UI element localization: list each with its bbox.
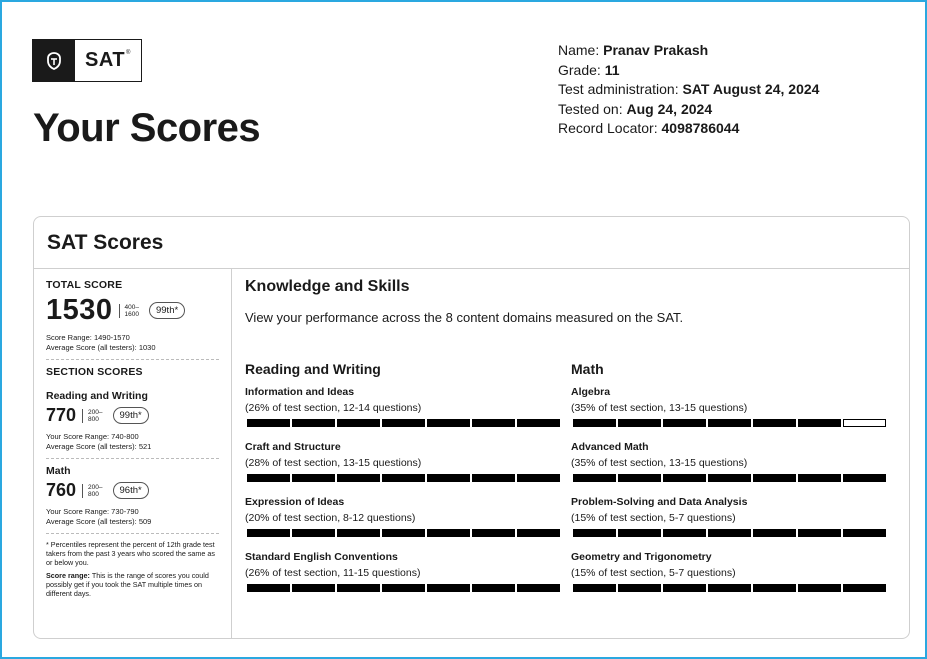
domain-weight: (35% of test section, 13-15 questions)	[571, 457, 748, 469]
student-name-line: Name: Pranav Prakash	[558, 42, 709, 58]
total-score-label: TOTAL SCORE	[46, 279, 123, 291]
performance-segment	[337, 584, 380, 592]
domain-weight: (15% of test section, 5-7 questions)	[571, 512, 736, 524]
performance-segment	[337, 474, 380, 482]
reading-writing-average: Average Score (all testers): 521	[46, 442, 152, 451]
performance-segment	[382, 419, 425, 427]
domain-weight: (20% of test section, 8-12 questions)	[245, 512, 416, 524]
performance-segment	[798, 584, 841, 592]
percentile-note: * Percentiles represent the percent of 12th grade test takers from the past 3 years who scored the same as or below you.	[46, 540, 215, 567]
performance-segment	[753, 529, 796, 537]
performance-segment	[573, 419, 616, 427]
performance-segment	[427, 474, 470, 482]
section-scores-label: SECTION SCORES	[46, 366, 143, 378]
divider	[46, 533, 219, 534]
sat-logo	[32, 39, 142, 82]
reading-writing-column	[245, 361, 571, 606]
domain-weight: (28% of test section, 13-15 questions)	[245, 457, 422, 469]
performance-bar	[247, 529, 571, 537]
performance-segment	[427, 419, 470, 427]
performance-segment	[427, 529, 470, 537]
math-score: 760	[46, 480, 77, 500]
reading-writing-score-range: Your Score Range: 740-800	[46, 432, 139, 441]
performance-segment	[663, 584, 706, 592]
record-locator-line: Record Locator: 4098786044	[558, 120, 740, 137]
performance-segment	[517, 529, 560, 537]
performance-segment	[472, 584, 515, 592]
performance-segment	[472, 529, 515, 537]
performance-segment	[708, 474, 751, 482]
column-title: Reading and Writing	[245, 361, 381, 377]
performance-segment	[292, 529, 335, 537]
performance-segment	[663, 419, 706, 427]
performance-segment	[382, 529, 425, 537]
reading-writing-percentile-badge: 99th*	[113, 407, 149, 424]
performance-segment	[292, 584, 335, 592]
performance-segment	[708, 419, 751, 427]
tested-on-line: Tested on: Aug 24, 2024	[558, 100, 713, 117]
reading-writing-score-row	[46, 405, 219, 426]
performance-segment	[247, 474, 290, 482]
performance-bar	[573, 474, 897, 482]
performance-segment	[292, 474, 335, 482]
total-score-range: Score Range: 1490-1570	[46, 333, 130, 342]
domain-name: Information and Ideas	[245, 386, 355, 398]
performance-segment	[517, 584, 560, 592]
total-score-scale: 400– 1600	[119, 304, 139, 318]
total-score-value: 1530	[46, 294, 113, 326]
performance-segment	[382, 584, 425, 592]
performance-segment	[753, 419, 796, 427]
math-score-range: Your Score Range: 730-790	[46, 507, 139, 516]
performance-segment	[427, 584, 470, 592]
performance-segment	[843, 584, 886, 592]
performance-segment	[618, 584, 661, 592]
total-percentile-badge: 99th*	[149, 302, 185, 319]
performance-segment	[843, 529, 886, 537]
domain-name: Problem-Solving and Data Analysis	[571, 496, 748, 508]
sat-scores-card	[33, 216, 910, 639]
performance-segment	[753, 584, 796, 592]
domain-name: Advanced Math	[571, 441, 649, 453]
knowledge-skills-title: Knowledge and Skills	[245, 278, 410, 295]
test-administration-line: Test administration: SAT August 24, 2024	[558, 81, 820, 98]
math-percentile-badge: 96th*	[113, 482, 149, 499]
performance-segment	[663, 474, 706, 482]
acorn-shield-icon	[33, 40, 75, 81]
performance-segment	[618, 529, 661, 537]
performance-segment	[337, 529, 380, 537]
divider	[46, 458, 219, 459]
performance-segment	[382, 474, 425, 482]
math-label: Math	[46, 465, 71, 477]
domain-name: Craft and Structure	[245, 441, 341, 453]
domain-name: Standard English Conventions	[245, 551, 398, 563]
performance-segment	[337, 419, 380, 427]
performance-segment	[708, 584, 751, 592]
card-title: SAT Scores	[34, 217, 909, 269]
performance-segment	[247, 584, 290, 592]
domain-name: Algebra	[571, 386, 611, 398]
performance-segment	[843, 419, 886, 427]
performance-bar	[573, 419, 897, 427]
domain-name: Geometry and Trigonometry	[571, 551, 712, 563]
student-grade-line: Grade: 11	[558, 61, 620, 78]
domain-item	[571, 551, 897, 592]
math-average: Average Score (all testers): 509	[46, 517, 152, 526]
reading-writing-score: 770	[46, 405, 77, 425]
reading-writing-label: Reading and Writing	[46, 390, 148, 402]
performance-segment	[517, 419, 560, 427]
total-average-score: Average Score (all testers): 1030	[46, 343, 156, 352]
domain-columns	[245, 361, 897, 606]
domain-item	[245, 551, 571, 592]
performance-segment	[573, 584, 616, 592]
math-column	[571, 361, 897, 606]
performance-bar	[247, 474, 571, 482]
math-score-row	[46, 480, 219, 501]
performance-segment	[573, 529, 616, 537]
performance-segment	[618, 474, 661, 482]
domain-item	[571, 441, 897, 482]
performance-segment	[708, 529, 751, 537]
student-info	[558, 41, 819, 139]
knowledge-skills-panel	[232, 269, 909, 639]
performance-segment	[247, 419, 290, 427]
scores-panel	[34, 269, 232, 639]
domain-item	[245, 386, 571, 427]
domain-weight: (26% of test section, 11-15 questions)	[245, 567, 421, 579]
performance-segment	[292, 419, 335, 427]
math-scale: 200– 800	[82, 484, 102, 498]
performance-bar	[247, 419, 571, 427]
performance-segment	[472, 474, 515, 482]
domain-item	[245, 441, 571, 482]
domain-weight: (26% of test section, 12-14 questions)	[245, 402, 422, 414]
performance-bar	[247, 584, 571, 592]
performance-segment	[618, 419, 661, 427]
domain-weight: (15% of test section, 5-7 questions)	[571, 567, 736, 579]
divider	[46, 359, 219, 360]
domain-name: Expression of Ideas	[245, 496, 345, 508]
page-title: Your Scores	[33, 106, 261, 150]
performance-segment	[798, 474, 841, 482]
performance-bar	[573, 529, 897, 537]
domain-item	[245, 496, 571, 537]
performance-segment	[573, 474, 616, 482]
performance-segment	[843, 474, 886, 482]
performance-segment	[663, 529, 706, 537]
logo-wordmark: SAT ®	[85, 49, 131, 71]
score-range-note: Score range: This is the range of scores you could possibly get if you took the SAT multiple times on different days.	[46, 571, 209, 598]
performance-segment	[798, 419, 841, 427]
performance-segment	[472, 419, 515, 427]
performance-bar	[573, 584, 897, 592]
performance-segment	[247, 529, 290, 537]
domain-item	[571, 496, 897, 537]
reading-writing-scale: 200– 800	[82, 409, 102, 423]
performance-segment	[798, 529, 841, 537]
total-score-row	[46, 294, 219, 327]
performance-segment	[753, 474, 796, 482]
column-title: Math	[571, 361, 604, 377]
knowledge-skills-description: View your performance across the 8 content domains measured on the SAT.	[245, 310, 684, 325]
domain-weight: (35% of test section, 13-15 questions)	[571, 402, 748, 414]
domain-item	[571, 386, 897, 427]
performance-segment	[517, 474, 560, 482]
